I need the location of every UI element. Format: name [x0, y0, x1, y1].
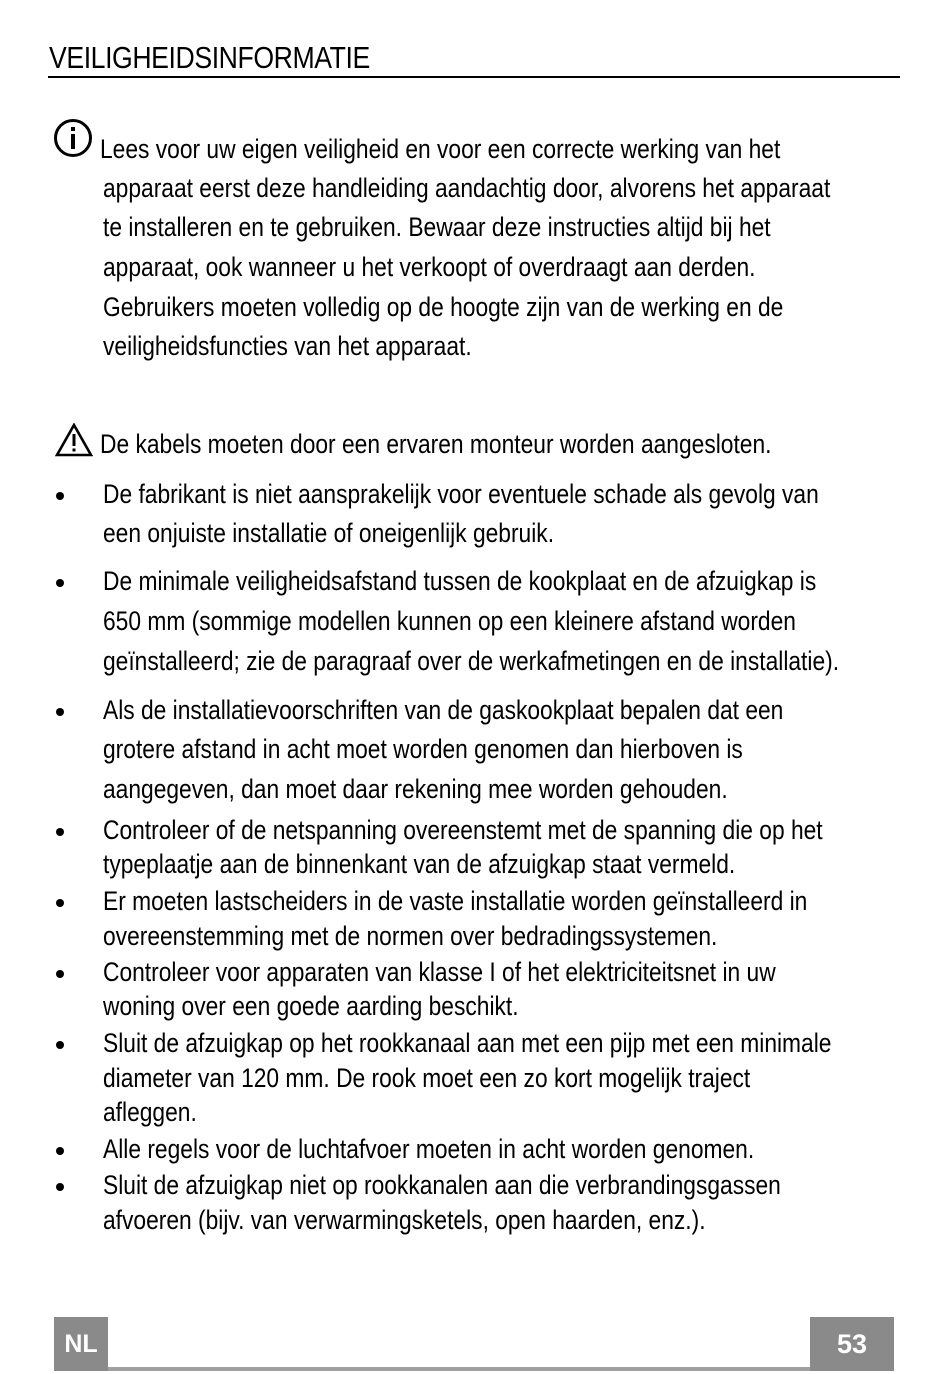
bullet-line: Alle regels voor de luchtafvoer moeten in acht worden genomen.	[103, 1134, 755, 1164]
bullet-dot	[53, 967, 67, 981]
bullet-line: Er moeten lastscheiders in de vaste installatie worden geïnstalleerd in	[103, 886, 808, 916]
bullet-line: afvoeren (bijv. van verwarmingsketels, open haarden, enz.).	[103, 1205, 706, 1235]
bullet-line: geïnstalleerd; zie de paragraaf over de werkafmetingen en de installatie).	[103, 646, 840, 676]
page-title: VEILIGHEIDSINFORMATIE	[49, 40, 370, 75]
bullet-dot	[53, 896, 67, 910]
bullet-dot	[53, 1038, 67, 1052]
bullet-line: aangegeven, dan moet daar rekening mee worden gehouden.	[103, 774, 728, 804]
bullet-line: De fabrikant is niet aansprakelijk voor eventuele schade als gevolg van	[103, 479, 819, 509]
intro-line: Lees voor uw eigen veiligheid en voor een correcte werking van het	[100, 134, 781, 164]
bullet-line: Controleer of de netspanning overeenstemt met de spanning die op het	[103, 815, 823, 845]
bullet-dot	[53, 825, 67, 839]
title-underline	[48, 76, 900, 78]
bullet-line: Controleer voor apparaten van klasse I of het elektriciteitsnet in uw	[103, 957, 776, 987]
warning-icon	[55, 423, 93, 457]
bullet-line: Sluit de afzuigkap niet op rookkanalen aan die verbrandingsgassen	[103, 1170, 781, 1200]
bullet-dot	[53, 705, 67, 719]
intro-line: te installeren en te gebruiken. Bewaar deze instructies altijd bij het	[103, 212, 771, 242]
bullet-line: grotere afstand in acht moet worden genomen dan hierboven is	[103, 734, 743, 764]
footer-divider	[108, 1367, 810, 1371]
bullet-line: woning over een goede aarding beschikt.	[103, 991, 519, 1021]
intro-line: Gebruikers moeten volledig op de hoogte zijn van de werking en de	[103, 292, 784, 322]
intro-line: apparaat, ook wanneer u het verkoopt of overdraagt aan derden.	[103, 252, 756, 282]
bullet-line: overeenstemming met de normen over bedradingssystemen.	[103, 921, 718, 951]
intro-line: veiligheidsfuncties van het apparaat.	[103, 331, 472, 361]
bullet-line: diameter van 120 mm. De rook moet een zo kort mogelijk traject	[103, 1063, 751, 1093]
bullet-dot	[53, 489, 67, 503]
intro-line: apparaat eerst deze handleiding aandachtig door, alvorens het apparaat	[103, 173, 831, 203]
bullet-dot	[53, 576, 67, 590]
info-icon	[53, 118, 93, 158]
bullet-line: De minimale veiligheidsafstand tussen de kookplaat en de afzuigkap is	[103, 566, 817, 596]
page-number: 53	[810, 1317, 894, 1371]
bullet-line: een onjuiste installatie of oneigenlijk gebruik.	[103, 518, 555, 548]
bullet-dot	[53, 1144, 67, 1158]
bullet-line: typeplaatje aan de binnenkant van de afzuigkap staat vermeld.	[103, 849, 736, 879]
bullet-line: Sluit de afzuigkap op het rookkanaal aan met een pijp met een minimale	[103, 1028, 832, 1058]
bullet-dot	[53, 1180, 67, 1194]
warning-text: De kabels moeten door een ervaren monteur worden aangesloten.	[100, 429, 772, 459]
bullet-line: Als de installatievoorschriften van de gaskookplaat bepalen dat een	[103, 695, 784, 725]
bullet-line: afleggen.	[103, 1097, 197, 1127]
bullet-line: 650 mm (sommige modellen kunnen op een kleinere afstand worden	[103, 606, 796, 636]
language-badge: NL	[54, 1317, 108, 1371]
